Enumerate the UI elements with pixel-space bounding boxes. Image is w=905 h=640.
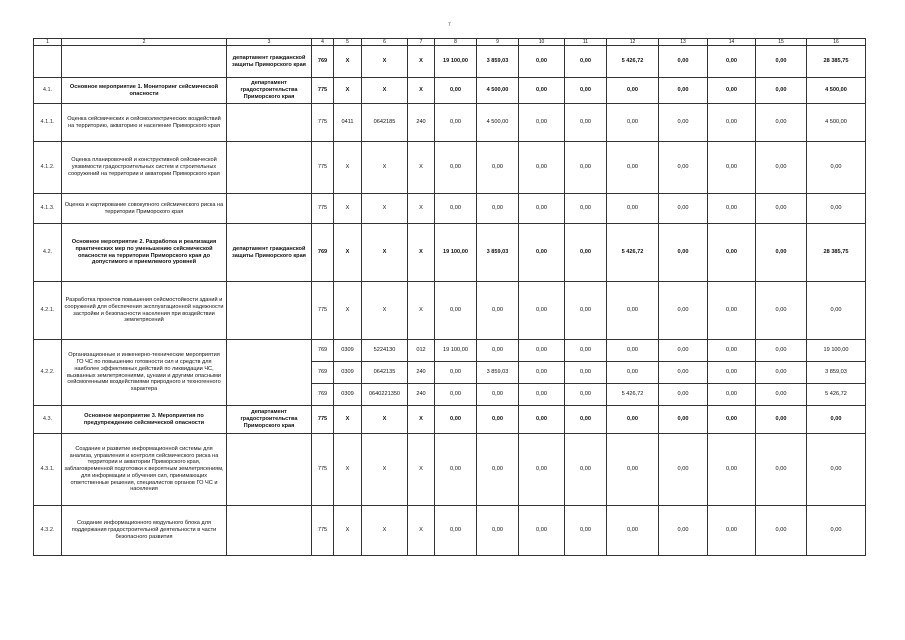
column-number: 10	[519, 39, 565, 46]
page-number: 7	[448, 22, 451, 28]
table-row	[34, 46, 866, 78]
column-number: 6	[362, 39, 408, 46]
cell-c7: 240	[408, 384, 435, 406]
cell-v12: 0,00	[607, 194, 659, 224]
row-name: Оценка сейсмических и сейсмоэлектрических воздействий на территорию, акваторию и население Приморского края	[62, 104, 227, 142]
cell-v11: 0,00	[565, 46, 607, 78]
cell-v9: 4 500,00	[477, 104, 519, 142]
cell-v10: 0,00	[519, 406, 565, 434]
column-number: 11	[565, 39, 607, 46]
cell-v16: 0,00	[807, 282, 866, 340]
row-name: Создание и развитие информационной системы для анализа, управления и контроля сейсмического риска на территории и акватории Приморского края, заблаговременной подготовки к вероятным землетрясениям, для информации и обучения сил, принимающих ответственные решения, специалистов органов ГО ЧС и населения	[62, 434, 227, 506]
cell-v9: 0,00	[477, 434, 519, 506]
cell-c7: X	[408, 78, 435, 104]
cell-v15: 0,00	[756, 340, 807, 362]
cell-v11: 0,00	[565, 78, 607, 104]
cell-v10: 0,00	[519, 340, 565, 362]
cell-v8: 0,00	[435, 406, 477, 434]
cell-v14: 0,00	[708, 406, 756, 434]
cell-v13: 0,00	[659, 46, 708, 78]
cell-v16: 0,00	[807, 506, 866, 556]
cell-c7: X	[408, 406, 435, 434]
cell-v12: 0,00	[607, 406, 659, 434]
cell-v11: 0,00	[565, 506, 607, 556]
cell-c4: 775	[312, 406, 334, 434]
row-name: Основное мероприятие 2. Разработка и реализация практических мер по уменьшению сейсмической опасности на территории Приморского края до допустимого и приемлемого уровней	[62, 224, 227, 282]
cell-c5: 0309	[334, 340, 362, 362]
cell-v8: 0,00	[435, 282, 477, 340]
cell-c4: 775	[312, 194, 334, 224]
column-number: 12	[607, 39, 659, 46]
cell-v12: 0,00	[607, 104, 659, 142]
cell-v9: 3 859,03	[477, 362, 519, 384]
column-number: 2	[62, 39, 227, 46]
cell-v14: 0,00	[708, 46, 756, 78]
column-number: 9	[477, 39, 519, 46]
cell-v12: 0,00	[607, 282, 659, 340]
cell-c5: X	[334, 194, 362, 224]
cell-v12: 5 426,72	[607, 224, 659, 282]
row-name: Организационные и инженерно-технические мероприятия ГО ЧС по повышению готовности сил и средств для наиболее эффективных действий по ликвидации ЧС, вызванных землетрясениями, цунами и другими опасными сейсмогенными воздействиями природного и техногенного характера	[62, 340, 227, 406]
cell-v15: 0,00	[756, 282, 807, 340]
row-name: Основное мероприятие 3. Мероприятия по предупреждению сейсмической опасности	[62, 406, 227, 434]
cell-v11: 0,00	[565, 224, 607, 282]
column-number: 3	[227, 39, 312, 46]
cell-c6: X	[362, 434, 408, 506]
cell-v14: 0,00	[708, 340, 756, 362]
table-row	[34, 506, 866, 556]
row-code: 4.3.	[34, 406, 62, 434]
column-number: 13	[659, 39, 708, 46]
cell-v15: 0,00	[756, 434, 807, 506]
cell-v10: 0,00	[519, 46, 565, 78]
table-row	[34, 282, 866, 340]
cell-v8: 0,00	[435, 104, 477, 142]
cell-v14: 0,00	[708, 104, 756, 142]
cell-v16: 28 385,75	[807, 224, 866, 282]
cell-v10: 0,00	[519, 194, 565, 224]
cell-v13: 0,00	[659, 142, 708, 194]
cell-v8: 0,00	[435, 194, 477, 224]
cell-c4: 775	[312, 78, 334, 104]
cell-c6: X	[362, 142, 408, 194]
cell-v10: 0,00	[519, 142, 565, 194]
cell-v14: 0,00	[708, 506, 756, 556]
cell-v15: 0,00	[756, 104, 807, 142]
column-number: 1	[34, 39, 62, 46]
cell-v8: 19 100,00	[435, 46, 477, 78]
cell-v13: 0,00	[659, 224, 708, 282]
cell-v9: 0,00	[477, 506, 519, 556]
cell-v16: 0,00	[807, 434, 866, 506]
cell-v16: 19 100,00	[807, 340, 866, 362]
cell-c6: X	[362, 282, 408, 340]
row-code: 4.2.1.	[34, 282, 62, 340]
cell-v12: 5 426,72	[607, 46, 659, 78]
cell-c7: X	[408, 224, 435, 282]
cell-v11: 0,00	[565, 406, 607, 434]
table-row	[34, 142, 866, 194]
row-code: 4.1.	[34, 78, 62, 104]
cell-c4: 775	[312, 142, 334, 194]
cell-c5: X	[334, 406, 362, 434]
cell-c6: X	[362, 46, 408, 78]
cell-c4: 769	[312, 340, 334, 362]
row-executor	[227, 434, 312, 506]
cell-c4: 775	[312, 434, 334, 506]
row-code: 4.3.2.	[34, 506, 62, 556]
row-code	[34, 46, 62, 78]
cell-v10: 0,00	[519, 362, 565, 384]
column-number: 15	[756, 39, 807, 46]
cell-v9: 3 859,03	[477, 224, 519, 282]
cell-v13: 0,00	[659, 506, 708, 556]
cell-v9: 0,00	[477, 142, 519, 194]
cell-v15: 0,00	[756, 362, 807, 384]
cell-v16: 0,00	[807, 194, 866, 224]
cell-v13: 0,00	[659, 406, 708, 434]
cell-v9: 0,00	[477, 384, 519, 406]
cell-v15: 0,00	[756, 224, 807, 282]
cell-v15: 0,00	[756, 384, 807, 406]
cell-v10: 0,00	[519, 506, 565, 556]
cell-v9: 0,00	[477, 282, 519, 340]
row-executor	[227, 282, 312, 340]
cell-v9: 0,00	[477, 406, 519, 434]
cell-v15: 0,00	[756, 142, 807, 194]
cell-v11: 0,00	[565, 434, 607, 506]
cell-v13: 0,00	[659, 282, 708, 340]
column-number: 8	[435, 39, 477, 46]
cell-c5: X	[334, 282, 362, 340]
cell-v13: 0,00	[659, 434, 708, 506]
row-code: 4.2.	[34, 224, 62, 282]
cell-v11: 0,00	[565, 340, 607, 362]
cell-c5: X	[334, 46, 362, 78]
cell-v16: 28 385,75	[807, 46, 866, 78]
row-code: 4.1.2.	[34, 142, 62, 194]
cell-v12: 0,00	[607, 142, 659, 194]
table-row	[34, 194, 866, 224]
cell-c5: 0411	[334, 104, 362, 142]
row-executor: департамент градостроительства Приморского края	[227, 78, 312, 104]
cell-c6: X	[362, 406, 408, 434]
column-number: 14	[708, 39, 756, 46]
cell-v10: 0,00	[519, 384, 565, 406]
cell-v13: 0,00	[659, 362, 708, 384]
cell-c4: 769	[312, 224, 334, 282]
cell-v16: 0,00	[807, 406, 866, 434]
cell-c5: X	[334, 434, 362, 506]
table-row	[34, 434, 866, 506]
cell-c6: X	[362, 194, 408, 224]
cell-c6: X	[362, 506, 408, 556]
cell-v14: 0,00	[708, 142, 756, 194]
row-executor: департамент гражданской защиты Приморского края	[227, 224, 312, 282]
cell-v12: 0,00	[607, 506, 659, 556]
row-code: 4.3.1.	[34, 434, 62, 506]
cell-v15: 0,00	[756, 506, 807, 556]
cell-c5: X	[334, 506, 362, 556]
cell-v10: 0,00	[519, 78, 565, 104]
row-name: Основное мероприятие 1. Мониторинг сейсмической опасности	[62, 78, 227, 104]
cell-c6: X	[362, 224, 408, 282]
cell-v15: 0,00	[756, 406, 807, 434]
cell-v12: 0,00	[607, 78, 659, 104]
row-code: 4.1.3.	[34, 194, 62, 224]
row-code: 4.1.1.	[34, 104, 62, 142]
row-name: Оценка планировочной и конструктивной сейсмической уязвимости градостроительных систем и строительных сооружений на территории и акватории Приморского края	[62, 142, 227, 194]
cell-v9: 0,00	[477, 340, 519, 362]
cell-c7: X	[408, 434, 435, 506]
cell-v12: 0,00	[607, 362, 659, 384]
row-name: Разработка проектов повышения сейсмостойкости зданий и сооружений для обеспечения эксплуатационной надежности застройки и безопасности населения при воздействии землетрясений	[62, 282, 227, 340]
cell-v11: 0,00	[565, 104, 607, 142]
cell-v12: 0,00	[607, 340, 659, 362]
cell-v14: 0,00	[708, 384, 756, 406]
table-row	[34, 406, 866, 434]
cell-v8: 0,00	[435, 506, 477, 556]
cell-v11: 0,00	[565, 142, 607, 194]
cell-c6: 5224130	[362, 340, 408, 362]
table-row	[34, 340, 866, 362]
cell-c7: 240	[408, 104, 435, 142]
column-number: 5	[334, 39, 362, 46]
table-row	[34, 104, 866, 142]
cell-v13: 0,00	[659, 104, 708, 142]
cell-v13: 0,00	[659, 340, 708, 362]
cell-c6: 0640221350	[362, 384, 408, 406]
cell-c7: X	[408, 282, 435, 340]
cell-c4: 775	[312, 506, 334, 556]
cell-v10: 0,00	[519, 224, 565, 282]
cell-c7: 240	[408, 362, 435, 384]
row-executor	[227, 194, 312, 224]
cell-c6: 0642135	[362, 362, 408, 384]
cell-v9: 3 859,03	[477, 46, 519, 78]
cell-v8: 0,00	[435, 78, 477, 104]
table-row	[34, 78, 866, 104]
cell-v10: 0,00	[519, 104, 565, 142]
cell-v16: 4 500,00	[807, 78, 866, 104]
cell-v14: 0,00	[708, 224, 756, 282]
cell-v12: 0,00	[607, 434, 659, 506]
cell-v16: 5 426,72	[807, 384, 866, 406]
cell-v15: 0,00	[756, 194, 807, 224]
column-number: 16	[807, 39, 866, 46]
cell-v11: 0,00	[565, 384, 607, 406]
cell-c4: 769	[312, 384, 334, 406]
cell-v11: 0,00	[565, 194, 607, 224]
row-executor	[227, 506, 312, 556]
table-row	[34, 224, 866, 282]
cell-v14: 0,00	[708, 282, 756, 340]
row-name: Создание информационного модульного блока для поддержания градостроительной деятельности в части безопасного развития	[62, 506, 227, 556]
row-name: Оценка и картирование совокупного сейсмического риска на территории Приморского края	[62, 194, 227, 224]
cell-v16: 3 859,03	[807, 362, 866, 384]
cell-c7: X	[408, 46, 435, 78]
cell-v11: 0,00	[565, 362, 607, 384]
row-executor	[227, 142, 312, 194]
cell-v10: 0,00	[519, 282, 565, 340]
cell-c7: 012	[408, 340, 435, 362]
cell-v13: 0,00	[659, 194, 708, 224]
column-number-row	[34, 39, 866, 46]
cell-v10: 0,00	[519, 434, 565, 506]
cell-v8: 0,00	[435, 384, 477, 406]
cell-v13: 0,00	[659, 78, 708, 104]
cell-c5: X	[334, 78, 362, 104]
cell-v14: 0,00	[708, 78, 756, 104]
row-name	[62, 46, 227, 78]
cell-v14: 0,00	[708, 434, 756, 506]
cell-c6: 0642185	[362, 104, 408, 142]
column-number: 7	[408, 39, 435, 46]
cell-v14: 0,00	[708, 362, 756, 384]
cell-v8: 0,00	[435, 434, 477, 506]
cell-v8: 19 100,00	[435, 224, 477, 282]
row-executor: департамент градостроительства Приморского края	[227, 406, 312, 434]
cell-v16: 0,00	[807, 142, 866, 194]
cell-c5: 0309	[334, 362, 362, 384]
cell-v15: 0,00	[756, 46, 807, 78]
cell-c7: X	[408, 142, 435, 194]
cell-c4: 775	[312, 104, 334, 142]
cell-c4: 769	[312, 362, 334, 384]
row-code: 4.2.2.	[34, 340, 62, 406]
cell-c6: X	[362, 78, 408, 104]
cell-c4: 769	[312, 46, 334, 78]
cell-v9: 4 500,00	[477, 78, 519, 104]
row-executor	[227, 340, 312, 406]
cell-v8: 0,00	[435, 142, 477, 194]
cell-v11: 0,00	[565, 282, 607, 340]
cell-v9: 0,00	[477, 194, 519, 224]
cell-c7: X	[408, 194, 435, 224]
row-executor: департамент гражданской защиты Приморского края	[227, 46, 312, 78]
cell-c5: 0309	[334, 384, 362, 406]
cell-c5: X	[334, 224, 362, 282]
funding-table	[33, 38, 866, 556]
cell-v15: 0,00	[756, 78, 807, 104]
row-executor	[227, 104, 312, 142]
cell-v13: 0,00	[659, 384, 708, 406]
cell-v12: 5 426,72	[607, 384, 659, 406]
column-number: 4	[312, 39, 334, 46]
cell-v16: 4 500,00	[807, 104, 866, 142]
cell-v14: 0,00	[708, 194, 756, 224]
cell-v8: 19 100,00	[435, 340, 477, 362]
cell-c5: X	[334, 142, 362, 194]
cell-c4: 775	[312, 282, 334, 340]
cell-c7: X	[408, 506, 435, 556]
cell-v8: 0,00	[435, 362, 477, 384]
